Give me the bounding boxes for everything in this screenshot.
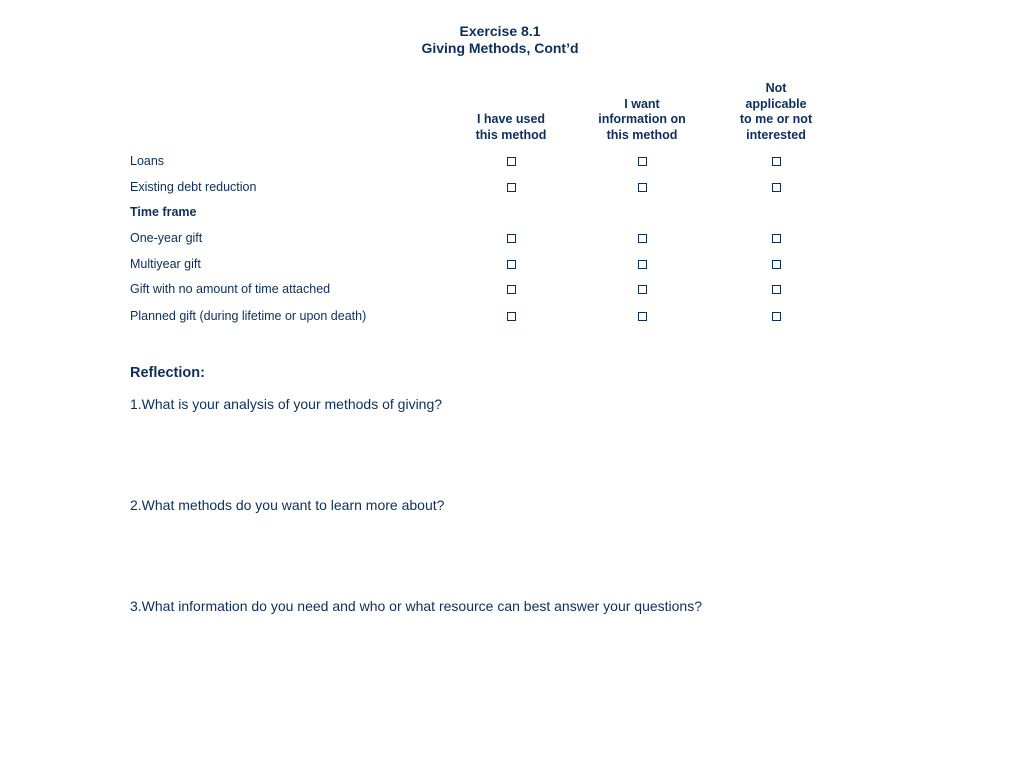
option-checkbox[interactable] (638, 157, 647, 166)
option-checkbox[interactable] (772, 312, 781, 321)
option-checkbox[interactable] (772, 260, 781, 269)
column-header-used (446, 112, 576, 143)
option-checkbox[interactable] (507, 312, 516, 321)
row-label-planned-gift: Planned gift (during lifetime or upon death) (130, 308, 367, 323)
option-checkbox[interactable] (772, 234, 781, 243)
section-heading-time-frame: Time frame (130, 204, 197, 219)
reflection-heading: Reflection: (130, 365, 205, 381)
column-header-line: to me or not (739, 112, 813, 126)
reflection-question-3: 3.What information do you need and who or what resource can best answer your questions? (130, 598, 702, 614)
option-checkbox[interactable] (507, 183, 516, 192)
row-label-loans: Loans (130, 153, 165, 168)
page-subtitle: Giving Methods, Cont’d (421, 40, 579, 56)
column-header-line: Not (765, 81, 787, 95)
option-checkbox[interactable] (638, 285, 647, 294)
row-label-existing-debt-reduction: Existing debt reduction (130, 179, 257, 194)
column-header-line: this method (475, 127, 547, 142)
row-label-one-year-gift: One-year gift (130, 230, 203, 245)
option-checkbox[interactable] (772, 157, 781, 166)
column-header-line: I have used (476, 112, 546, 126)
column-header-line: information on (598, 112, 686, 126)
option-checkbox[interactable] (638, 183, 647, 192)
option-checkbox[interactable] (507, 234, 516, 243)
column-header-line: interested (746, 127, 806, 142)
option-checkbox[interactable] (772, 285, 781, 294)
page-title: Exercise 8.1 (459, 23, 541, 39)
option-checkbox[interactable] (507, 285, 516, 294)
option-checkbox[interactable] (638, 312, 647, 321)
column-header-want-info (577, 97, 707, 144)
option-checkbox[interactable] (638, 260, 647, 269)
option-checkbox[interactable] (772, 183, 781, 192)
column-header-line: applicable (745, 96, 807, 111)
option-checkbox[interactable] (507, 157, 516, 166)
reflection-question-1: 1.What is your analysis of your methods of giving? (130, 396, 443, 412)
row-label-gift-no-time: Gift with no amount of time attached (130, 281, 331, 296)
row-label-multiyear-gift: Multiyear gift (130, 256, 201, 271)
column-header-line: this method (606, 127, 678, 142)
option-checkbox[interactable] (638, 234, 647, 243)
reflection-question-2: 2.What methods do you want to learn more about? (130, 497, 445, 513)
column-header-line: I want (624, 96, 660, 111)
column-header-not-applicable (711, 81, 841, 143)
option-checkbox[interactable] (507, 260, 516, 269)
